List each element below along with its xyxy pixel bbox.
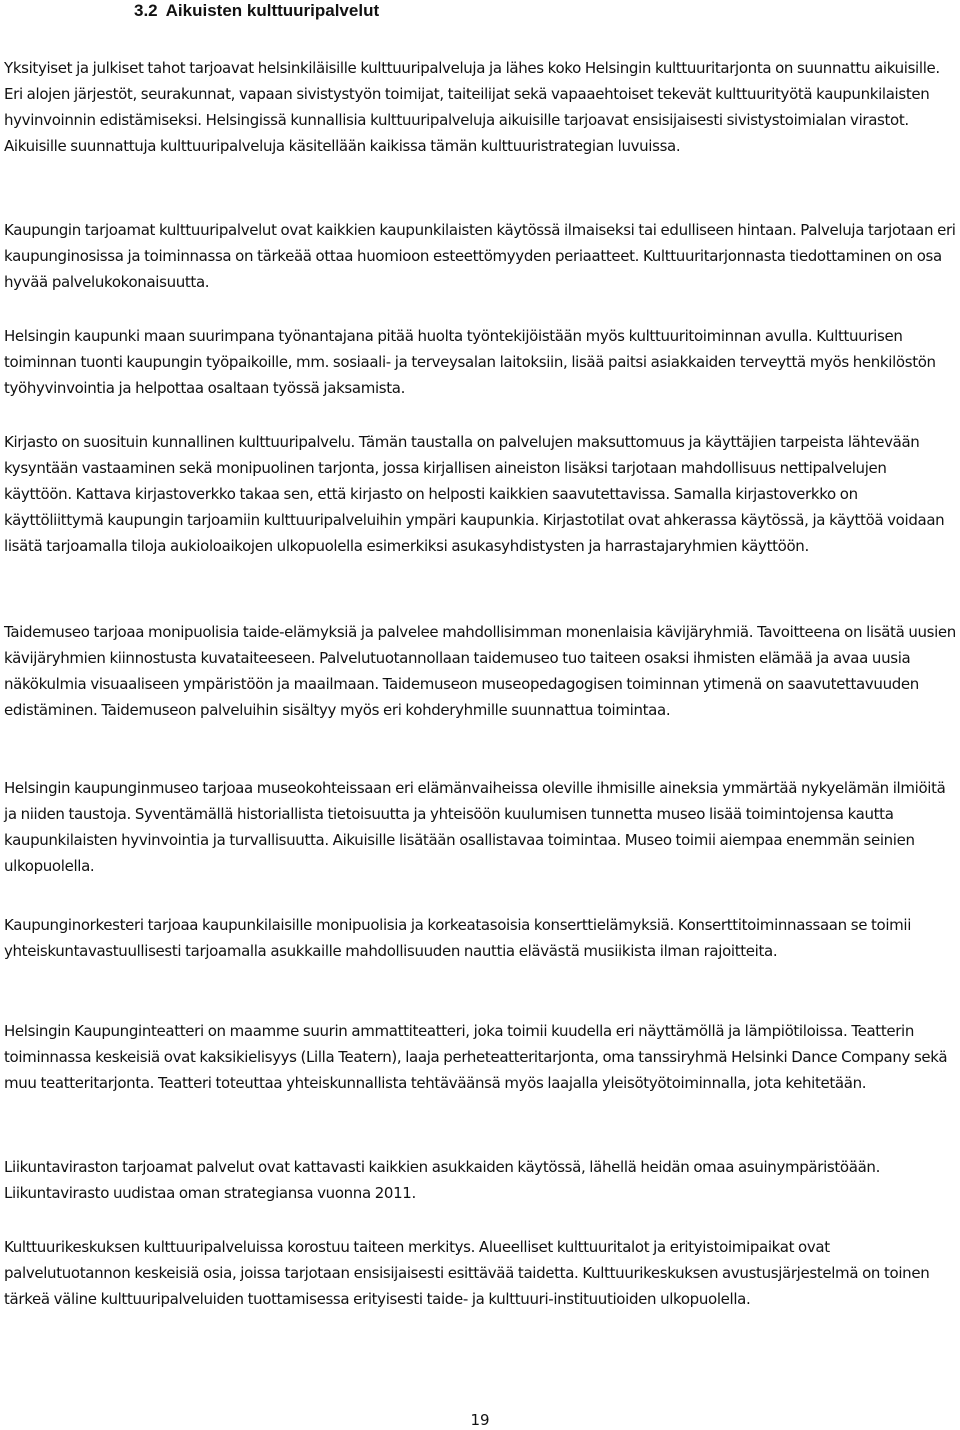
section-heading <box>134 0 379 22</box>
paragraph-orchestra: Kaupunginorkesteri tarjoaa kaupunkilaisille monipuolisia ja korkeatasoisia konserttielämyksiä. Konserttitoiminnassaan se toimii yhteiskuntavastuullisesti tarjoamalla asukkaille mahdollisuuden nauttia elävästä musiikista ilman rajoitteita. <box>4 916 912 960</box>
paragraph-sports: Liikuntaviraston tarjoamat palvelut ovat kattavasti kaikkien asukkaiden käytössä, lähellä heidän omaa asuinympäristöään. Liikuntavirasto uudistaa oman strategiansa vuonna 2011. <box>4 1158 880 1202</box>
page-number: 19 <box>470 1411 490 1429</box>
paragraph-art-museum: Taidemuseo tarjoaa monipuolisia taide-elämyksiä ja palvelee mahdollisimman monenlaisia kävijäryhmiä. Tavoitteena on lisätä uusien kävijäryhmien kiinnostusta kuvataiteeseen. Palvelutuotannollaan taidemuseo tuo taiteen osaksi ihmisten elämää ja avaa uusia näkökulmia visuaaliseen ympäristöön ja maailmaan. Taidemuseon museopedagogisen toiminnan ytimenä on saavutettavuuden edistäminen. Taidemuseon palveluihin sisältyy myös eri kohderyhmille suunnattua toimintaa. <box>4 623 956 719</box>
paragraph-accessibility: Kaupungin tarjoamat kulttuuripalvelut ovat kaikkien kaupunkilaisten käytössä ilmaiseksi tai edulliseen hintaan. Palveluja tarjotaan eri kaupunginosissa ja toiminnassa on tärkeää ottaa huomioon esteettömyyden periaatteet. Kulttuuritarjonnasta tiedottaminen on osa hyvää palvelukokonaisuutta. <box>4 221 956 291</box>
paragraph-intro: Yksityiset ja julkiset tahot tarjoavat helsinkiläisille kulttuuripalveluja ja lähes koko Helsingin kulttuuritarjonta on suunnattu aikuisille. Eri alojen järjestöt, seurakunnat, vapaan sivistystyön toimijat, taiteilijat sekä vapaaehtoiset tekevät kulttuurityötä kaupunkilaisten hyvinvoinnin edistämiseksi. Helsingissä kunnallisia kulttuuripalveluja aikuisille tarjoavat ensisijaisesti sivistystoimialan virastot. Aikuisille suunnattuja kulttuuripalveluja käsitellään kaikissa tämän kulttuuristrategian luvuissa. <box>4 59 940 155</box>
paragraph-employer: Helsingin kaupunki maan suurimpana työnantajana pitää huolta työntekijöistään myös kulttuuritoiminnan avulla. Kulttuurisen toiminnan tuonti kaupungin työpaikoille, mm. sosiaali- ja terveysalan laitoksiin, lisää paitsi asiakkaiden terveyttä myös henkilöstön työhyvinvointia ja helpottaa osaltaan työssä jaksamista. <box>4 327 936 397</box>
section-title: Aikuisten kulttuuripalvelut <box>165 1 380 20</box>
paragraph-theatre: Helsingin Kaupunginteatteri on maamme suurin ammattiteatteri, joka toimii kuudella eri näyttämöllä ja lämpiötiloissa. Teatterin toiminnassa keskeisiä ovat kaksikielisyys (Lilla Teatern), laaja perheteatteritarjonta, oma tanssiryhmä Helsinki Dance Company sekä muu teatteritarjonta. Teatteri toteuttaa yhteiskunnallista tehtäväänsä myös laajalla yleisötyötoiminnalla, jota kehitetään. <box>4 1022 948 1092</box>
paragraph-library: Kirjasto on suosituin kunnallinen kulttuuripalvelu. Tämän taustalla on palvelujen maksuttomuus ja käyttäjien tarpeista lähtevään kysyntään vastaaminen sekä monipuolinen tarjonta, jossa kirjallisen aineiston lisäksi tarjotaan mahdollisuus nettipalvelujen käyttöön. Kattava kirjastoverkko takaa sen, että kirjasto on helposti kaikkien saavutettavissa. Samalla kirjastoverkko on käyttöliittymä kaupungin tarjoamiin kulttuuripalveluihin ympäri kaupunkia. Kirjastotilat ovat ahkerassa käytössä, ja käyttöä voidaan lisätä tarjoamalla tiloja aukioloaikojen ulkopuolella esimerkiksi asukasyhdistysten ja harrastajaryhmien käyttöön. <box>4 433 945 555</box>
section-number: 3.2 <box>134 1 158 20</box>
paragraph-cultural-centre: Kulttuurikeskuksen kulttuuripalveluissa korostuu taiteen merkitys. Alueelliset kulttuuritalot ja erityistoimipaikat ovat palvelutuotannon keskeisiä osia, joissa tarjotaan ensisijaisesti esittävää taidetta. Kulttuurikeskuksen avustusjärjestelmä on toinen tärkeä väline kulttuuripalveluiden tuottamisessa erityisesti taide- ja kulttuuri-instituutioiden ulkopuolella. <box>4 1238 930 1308</box>
paragraph-city-museum: Helsingin kaupunginmuseo tarjoaa museokohteissaan eri elämänvaiheissa oleville ihmisille aineksia ymmärtää nykyelämän ilmiöitä ja niiden taustoja. Syventämällä historiallista tietoisuutta ja yhteisöön kuulumisen tunnetta museo lisää toimintojensa kautta kaupunkilaisten hyvinvointia ja turvallisuutta. Aikuisille lisätään osallistavaa toimintaa. Museo toimii aiempaa enemmän seinien ulkopuolella. <box>4 779 946 875</box>
